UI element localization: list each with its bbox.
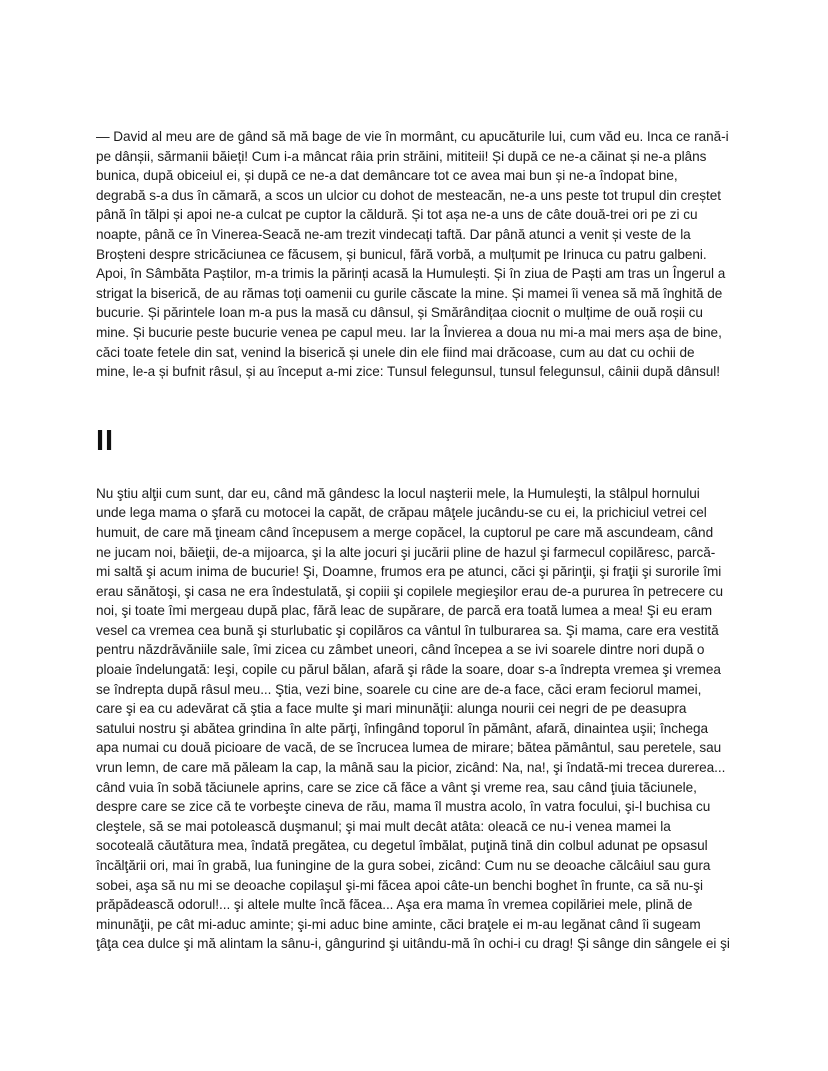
text-line: mine, le-a și bufnit râsul, și au început a-mi zice: Tunsul felegunsul, tunsul felegunsul, câinii după dânsul! bbox=[96, 364, 720, 380]
document-page bbox=[96, 127, 746, 954]
text-line: pentru năzdrăvăniile sale, îmi zicea cu zâmbet uneori, când începea a se ivi soarele dintre nori după o bbox=[96, 642, 705, 658]
text-line: — David al meu are de gând să mă bage de vie în mormânt, cu apucăturile lui, cum văd eu. Inca ce rană-i bbox=[96, 129, 729, 144]
text-line: se îndrepta după râsul meu... Ştia, vezi bine, soarele cu cine are de-a face, căci eram feciorul mamei, bbox=[96, 681, 702, 697]
text-line: sobei, aşa să nu mi se deoache copilaşul şi-mi făcea apoi câte-un benchi boghet în frunte, ca să nu-şi bbox=[96, 877, 703, 893]
text-line: degrabă s-a dus în cămară, a scos un ulcior cu dohot de mesteacăn, ne-a uns peste tot trupul din creștet bbox=[96, 187, 722, 203]
text-line: vrun lemn, de care mă păleam la cap, la mână sau la picior, zicând: Na, na!, şi îndată-mi trecea durerea... bbox=[96, 760, 726, 776]
text-line: socoteală căutătura mea, îndată pregătea, cu degetul îmbălat, puţină tină din colbul adunat pe opsasul bbox=[96, 838, 708, 854]
text-line: erau sănătoşi, şi casa ne era îndestulată, şi copiii şi copilele megieşilor erau de-a pururea în petrecere cu bbox=[96, 583, 724, 599]
text-line: până în tălpi și apoi ne-a culcat pe cuptor la căldură. Și tot așa ne-a uns de câte două-trei ori pe zi cu bbox=[96, 207, 698, 223]
text-line: ploaie îndelungată: Ieşi, copile cu părul bălan, afară şi râde la soare, doar s-a îndrepta vremea şi vremea bbox=[96, 662, 721, 678]
paragraph-2 bbox=[96, 484, 746, 954]
text-line: Nu ştiu alţii cum sunt, dar eu, când mă gândesc la locul naşterii mele, la Humuleşti, la stâlpul hornului bbox=[96, 485, 700, 501]
text-line: noapte, până ce în Vinerea-Seacă ne-am trezit vindecați taftă. Dar până atunci a venit și veste de la bbox=[96, 226, 691, 242]
text-line: ne jucam noi, băieţii, de-a mijoarca, şi la alte jocuri şi jucării pline de hazul şi farmecul copilăresc, parcă- bbox=[96, 544, 716, 560]
text-line: prăpădească odorul!... şi altele multe încă făcea... Aşa era mama în vremea copilăriei mele, plină de bbox=[96, 897, 693, 913]
text-line: când vuia în sobă tăciunele aprins, care se zice că făce a vânt şi vreme rea, sau când ţiuia tăciunele, bbox=[96, 779, 697, 795]
text-line: Apoi, în Sâmbăta Paștilor, m-a trimis la părinți acasă la Humulești. Și în ziua de Paști am tras un Îngerul a bbox=[96, 266, 726, 282]
text-line: ţâţa cea dulce şi mă alintam la sânu-i, gângurind şi uitându-mă în ochi-i cu drag! Şi sânge din sângele ei şi bbox=[96, 936, 730, 952]
text-line: mi saltă şi acum inima de bucurie! Şi, Doamne, frumos era pe atunci, căci şi părinţii, şi fraţii şi surorile îmi bbox=[96, 564, 722, 580]
text-line: vesel ca vremea cea bună şi sturlubatic şi copilăros ca vântul în tulburarea sa. Şi mama, care era vestită bbox=[96, 622, 719, 638]
text-line: strigat la biserică, de au rămas toți oamenii cu gurile căscate la mine. Și mamei îi venea să mă înghită de bbox=[96, 285, 723, 301]
text-line: noi, şi toate îmi mergeau după plac, fără leac de supărare, de parcă era toată lumea a mea! Şi eu eram bbox=[96, 603, 713, 619]
text-line: mine. Și bucurie peste bucurie venea pe capul meu. Iar la Învierea a doua nu mi-a mai mers așa de bine, bbox=[96, 324, 722, 340]
text-line: unde lega mama o şfară cu motocei la capăt, de crăpau mâţele jucându-se cu ei, la prichiciul vetrei cel bbox=[96, 505, 707, 521]
text-line: humuit, de care mă ţineam când începusem a merge copăcel, la cuptorul pe care mă ascundeam, când bbox=[96, 524, 714, 540]
text-line: cleştele, să se mai potolească duşmanul; şi mai mult decât atâta: oleacă ce nu-i venea mamei la bbox=[96, 818, 671, 834]
text-line: apa numai cu două picioare de vacă, de se încrucea lumea de mirare; bătea pământul, sau peretele, sau bbox=[96, 740, 722, 756]
chapter-heading: II bbox=[96, 424, 115, 457]
text-line: bucurie. Și părintele Ioan m-a pus la masă cu dânsul, și Smărândițaa ciocnit o mulțime de ouă roșii cu bbox=[96, 305, 703, 321]
text-line: încălţării ori, mai în grabă, lua funingine de la gura sobei, zicând: Cum nu se deoache călcâiul sau gura bbox=[96, 858, 711, 873]
text-line: Broșteni despre stricăciunea ce făcusem, și bunicul, fără vorbă, a mulțumit pe Irinuca cu patru galbeni. bbox=[96, 246, 707, 262]
text-line: satului nostru şi abătea grindina în alte părţi, înfingând toporul în pământ, afară, dinaintea uşii; închega bbox=[96, 720, 709, 736]
text-line: care şi ea cu adevărat că ştia a face multe şi mari minunăţii: alunga nourii cei negri de pe deasupra bbox=[96, 701, 687, 717]
text-line: minunăţii, pe cât mi-aduc aminte; şi-mi aduc bine aminte, căci braţele ei m-au legănat când îi sugeam bbox=[96, 916, 701, 932]
text-line: despre care se zice că te vorbeşte cineva de rău, mama îl mustra acolo, în vatra focului, şi-l buchisa cu bbox=[96, 799, 711, 815]
text-line: căci toate fetele din sat, venind la biserică și unele din ele fiind mai drăcoase, cum au dat cu ochii de bbox=[96, 344, 695, 360]
text-line: bunica, după obiceiul ei, și după ce ne-a dat demâncare tot ce avea mai bun și ne-a îndopat bine, bbox=[96, 168, 678, 184]
paragraph-1 bbox=[96, 127, 746, 382]
text-line: pe dânșii, sărmanii băieți! Cum i-a mâncat râia prin străini, mititeii! Și după ce ne-a căinat și ne-a plâns bbox=[96, 148, 707, 164]
